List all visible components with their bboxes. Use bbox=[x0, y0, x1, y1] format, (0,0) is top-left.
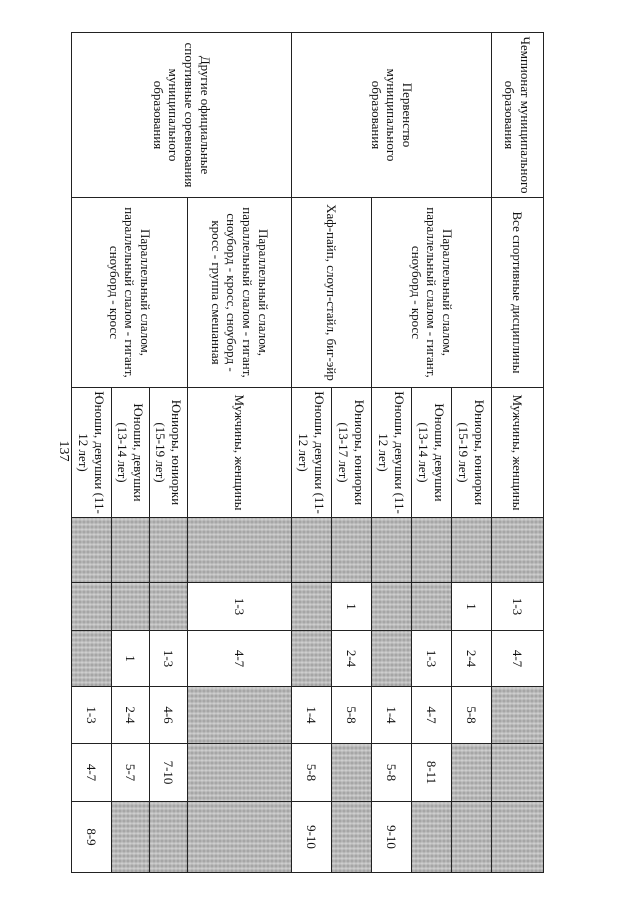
places-cell: 5-8 bbox=[452, 687, 492, 744]
places-cell: 4-7 bbox=[188, 631, 292, 687]
table-row bbox=[452, 33, 492, 873]
competition-level-cell: Первенство муниципального образования bbox=[292, 33, 492, 198]
shaded-cell bbox=[188, 744, 292, 802]
discipline-cell: Параллельный слалом, параллельный слалом - гигант, сноуборд - кросс bbox=[372, 198, 492, 388]
age-group-cell: Юниоры, юниорки (13-17 лет) bbox=[332, 388, 372, 518]
places-cell: 5-8 bbox=[292, 744, 332, 802]
places-cell: 2-4 bbox=[332, 631, 372, 687]
age-group-cell: Юноши, девушки (11-12 лет) bbox=[72, 388, 112, 518]
places-cell: 8-9 bbox=[72, 802, 112, 873]
discipline-cell: Параллельный слалом, параллельный слалом - гигант, сноуборд - кросс bbox=[72, 198, 188, 388]
shaded-cell bbox=[112, 802, 150, 873]
age-group-cell: Мужчины, женщины bbox=[188, 388, 292, 518]
places-cell: 5-8 bbox=[332, 687, 372, 744]
shaded-cell bbox=[292, 518, 332, 583]
shaded-cell bbox=[188, 518, 292, 583]
shaded-cell bbox=[72, 518, 112, 583]
page-number: 137 bbox=[56, 440, 71, 462]
age-group-cell: Юниоры, юниорки (15-19 лет) bbox=[452, 388, 492, 518]
age-group-cell: Юноши, девушки (13-14 лет) bbox=[112, 388, 150, 518]
shaded-cell bbox=[412, 583, 452, 631]
places-cell: 9-10 bbox=[372, 802, 412, 873]
competition-level-cell: Чемпионат муниципального образования bbox=[492, 33, 544, 198]
shaded-cell bbox=[492, 744, 544, 802]
shaded-cell bbox=[452, 802, 492, 873]
places-cell: 1 bbox=[452, 583, 492, 631]
shaded-cell bbox=[492, 802, 544, 873]
shaded-cell bbox=[188, 687, 292, 744]
places-cell: 1 bbox=[332, 583, 372, 631]
places-cell: 5-7 bbox=[112, 744, 150, 802]
shaded-cell bbox=[412, 802, 452, 873]
shaded-cell bbox=[292, 631, 332, 687]
rotated-table-area bbox=[72, 32, 544, 872]
age-group-cell: Юноши, девушки (11-12 лет) bbox=[372, 388, 412, 518]
shaded-cell bbox=[292, 583, 332, 631]
shaded-cell bbox=[332, 802, 372, 873]
discipline-cell: Все спортивные дисциплины bbox=[492, 198, 544, 388]
shaded-cell bbox=[188, 802, 292, 873]
competition-level-cell: Другие официальные спортивные соревнования муниципального образования bbox=[72, 33, 292, 198]
shaded-cell bbox=[372, 631, 412, 687]
places-cell: 4-7 bbox=[492, 631, 544, 687]
shaded-cell bbox=[412, 518, 452, 583]
places-cell: 5-8 bbox=[372, 744, 412, 802]
places-cell: 4-6 bbox=[150, 687, 188, 744]
shaded-cell bbox=[112, 583, 150, 631]
shaded-cell bbox=[372, 583, 412, 631]
rank-requirements-table bbox=[71, 32, 544, 873]
places-cell: 1-3 bbox=[150, 631, 188, 687]
age-group-cell: Юноши, девушки (11-12 лет) bbox=[292, 388, 332, 518]
places-cell: 1-3 bbox=[492, 583, 544, 631]
shaded-cell bbox=[452, 518, 492, 583]
age-group-cell: Юниоры, юниорки (15-19 лет) bbox=[150, 388, 188, 518]
places-cell: 9-10 bbox=[292, 802, 332, 873]
places-cell: 8-11 bbox=[412, 744, 452, 802]
places-cell: 2-4 bbox=[452, 631, 492, 687]
places-cell: 1-3 bbox=[188, 583, 292, 631]
age-group-cell: Юноши, девушки (13-14 лет) bbox=[412, 388, 452, 518]
shaded-cell bbox=[332, 744, 372, 802]
table-row bbox=[492, 33, 544, 873]
table-row bbox=[188, 33, 292, 873]
shaded-cell bbox=[72, 583, 112, 631]
places-cell: 4-7 bbox=[72, 744, 112, 802]
shaded-cell bbox=[492, 518, 544, 583]
places-cell: 4-7 bbox=[412, 687, 452, 744]
discipline-cell: Хаф-пайп, слоуп-стайл, биг-эйр bbox=[292, 198, 372, 388]
shaded-cell bbox=[492, 687, 544, 744]
shaded-cell bbox=[150, 802, 188, 873]
shaded-cell bbox=[332, 518, 372, 583]
places-cell: 1-3 bbox=[412, 631, 452, 687]
shaded-cell bbox=[452, 744, 492, 802]
places-cell: 1-3 bbox=[72, 687, 112, 744]
places-cell: 7-10 bbox=[150, 744, 188, 802]
places-cell: 1-4 bbox=[292, 687, 332, 744]
places-cell: 2-4 bbox=[112, 687, 150, 744]
places-cell: 1 bbox=[112, 631, 150, 687]
shaded-cell bbox=[150, 518, 188, 583]
shaded-cell bbox=[372, 518, 412, 583]
shaded-cell bbox=[72, 631, 112, 687]
discipline-cell: Параллельный слалом, параллельный слалом - гигант, сноуборд - кросс, сноуборд - кросс - группа смешанная bbox=[188, 198, 292, 388]
shaded-cell bbox=[150, 583, 188, 631]
age-group-cell: Мужчины, женщины bbox=[492, 388, 544, 518]
shaded-cell bbox=[112, 518, 150, 583]
places-cell: 1-4 bbox=[372, 687, 412, 744]
